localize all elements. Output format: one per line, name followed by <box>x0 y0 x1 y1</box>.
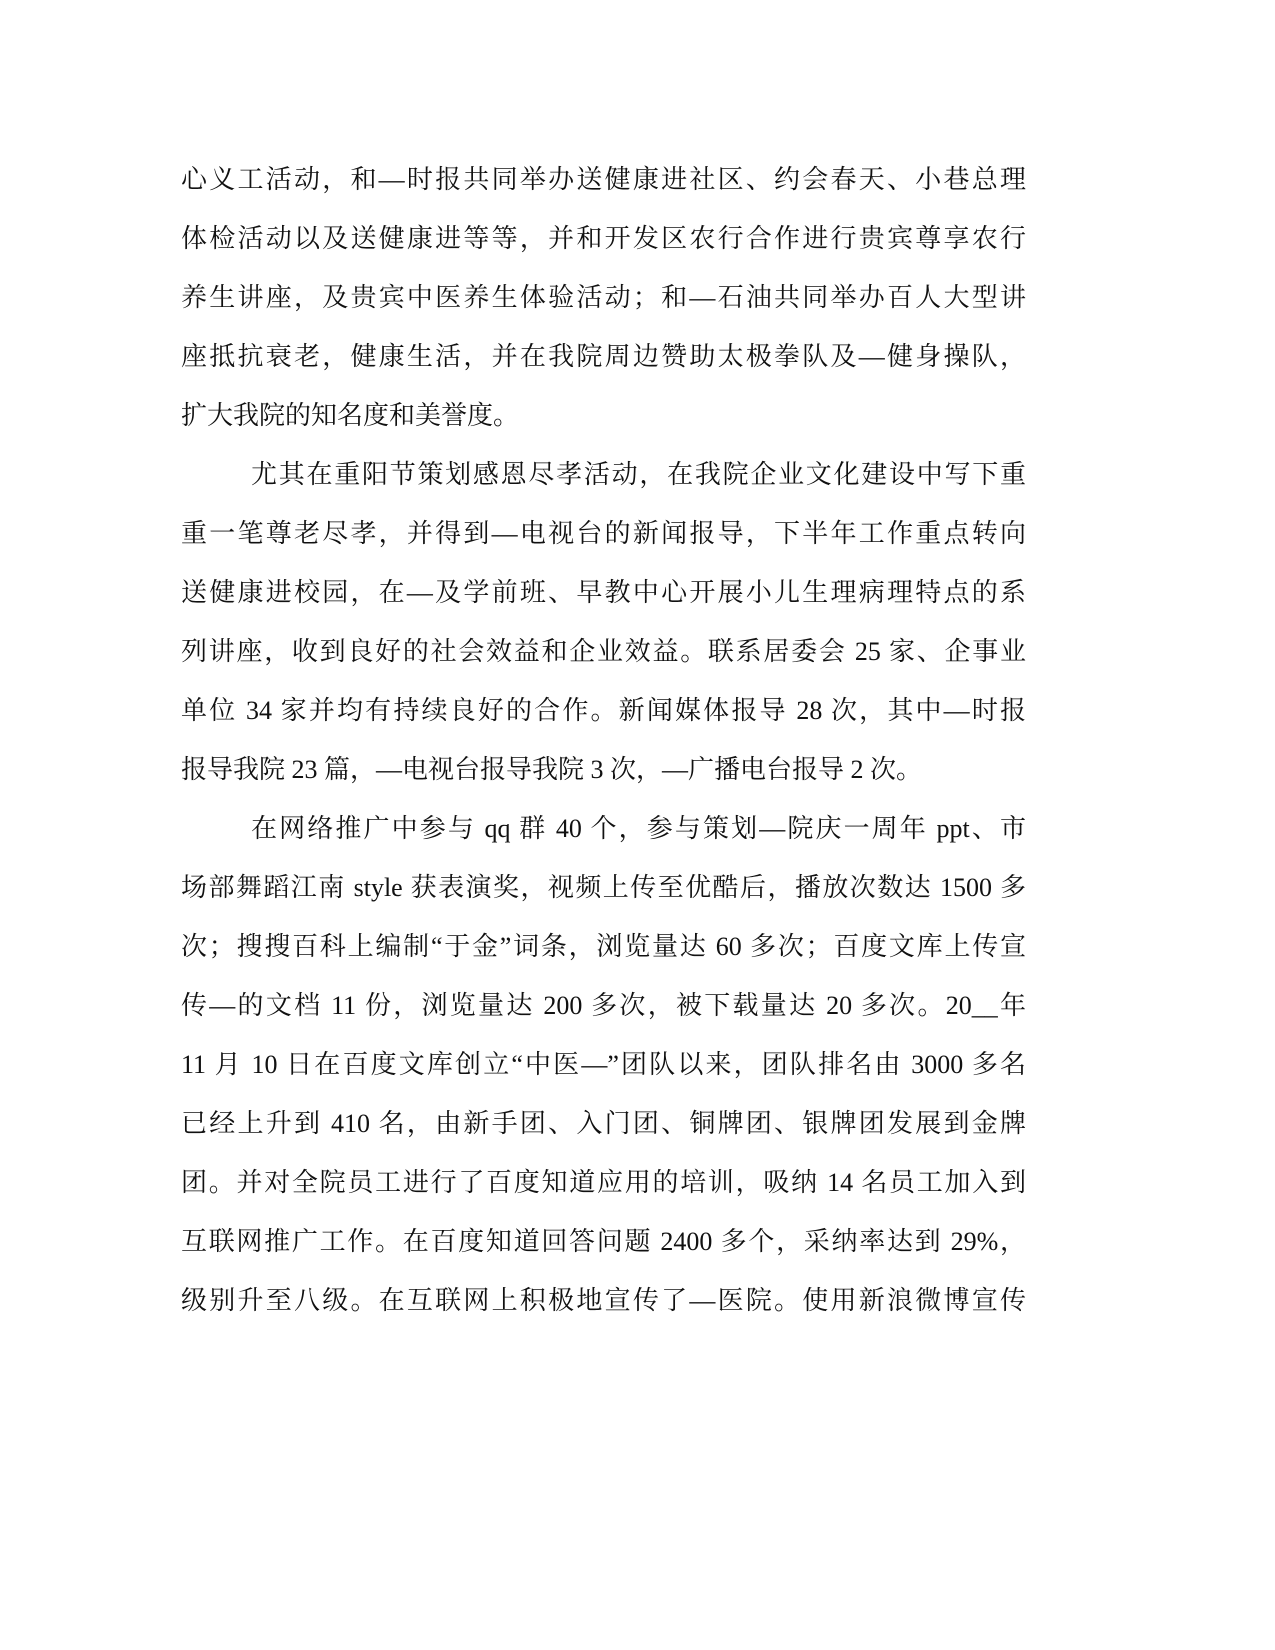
text-line: 尤其在重阳节策划感恩尽孝活动，在我院企业文化建设中写下重 <box>251 460 1026 489</box>
text-line: 场部舞蹈江南 style 获表演奖，视频上传至优酷后，播放次数达 1500 多 <box>181 873 1026 902</box>
paragraph-1 <box>181 160 1026 455</box>
text-line: 座抵抗衰老，健康生活，并在我院周边赞助太极拳队及—健身操队， <box>181 342 1026 371</box>
text-line: 级别升至八级。在互联网上积极地宣传了—医院。使用新浪微博宣传 <box>181 1286 1026 1315</box>
paragraph-2 <box>181 455 1026 809</box>
text-line: 次；搜搜百科上编制“于金”词条，浏览量达 60 多次；百度文库上传宣 <box>181 932 1026 961</box>
text-line: 11 月 10 日在百度文库创立“中医—”团队以来，团队排名由 3000 多名 <box>181 1050 1026 1079</box>
text-line: 扩大我院的知名度和美誉度。 <box>181 401 520 430</box>
text-line: 在网络推广中参与 qq 群 40 个，参与策划—院庆一周年 ppt、市 <box>251 814 1026 843</box>
text-line: 体检活动以及送健康进等等，并和开发区农行合作进行贵宾尊享农行 <box>181 224 1026 253</box>
text-line: 心义工活动，和—时报共同举办送健康进社区、约会春天、小巷总理 <box>181 165 1026 194</box>
text-line: 送健康进校园，在—及学前班、早教中心开展小儿生理病理特点的系 <box>181 578 1026 607</box>
text-line: 传—的文档 11 份，浏览量达 200 多次，被下载量达 20 多次。20__年 <box>181 991 1026 1020</box>
text-line: 团。并对全院员工进行了百度知道应用的培训，吸纳 14 名员工加入到 <box>181 1168 1026 1197</box>
text-line: 单位 34 家并均有持续良好的合作。新闻媒体报导 28 次，其中—时报 <box>181 696 1026 725</box>
text-line: 养生讲座，及贵宾中医养生体验活动；和—石油共同举办百人大型讲 <box>181 283 1026 312</box>
text-line: 报导我院 23 篇，—电视台报导我院 3 次，—广播电台报导 2 次。 <box>181 755 923 784</box>
text-line: 列讲座，收到良好的社会效益和企业效益。联系居委会 25 家、企事业 <box>181 637 1026 666</box>
document-page <box>181 160 1026 1340</box>
paragraph-3 <box>181 809 1026 1340</box>
text-line: 已经上升到 410 名，由新手团、入门团、铜牌团、银牌团发展到金牌 <box>181 1109 1026 1138</box>
text-line: 重一笔尊老尽孝，并得到—电视台的新闻报导，下半年工作重点转向 <box>181 519 1026 548</box>
text-line: 互联网推广工作。在百度知道回答问题 2400 多个，采纳率达到 29%， <box>181 1227 1026 1256</box>
